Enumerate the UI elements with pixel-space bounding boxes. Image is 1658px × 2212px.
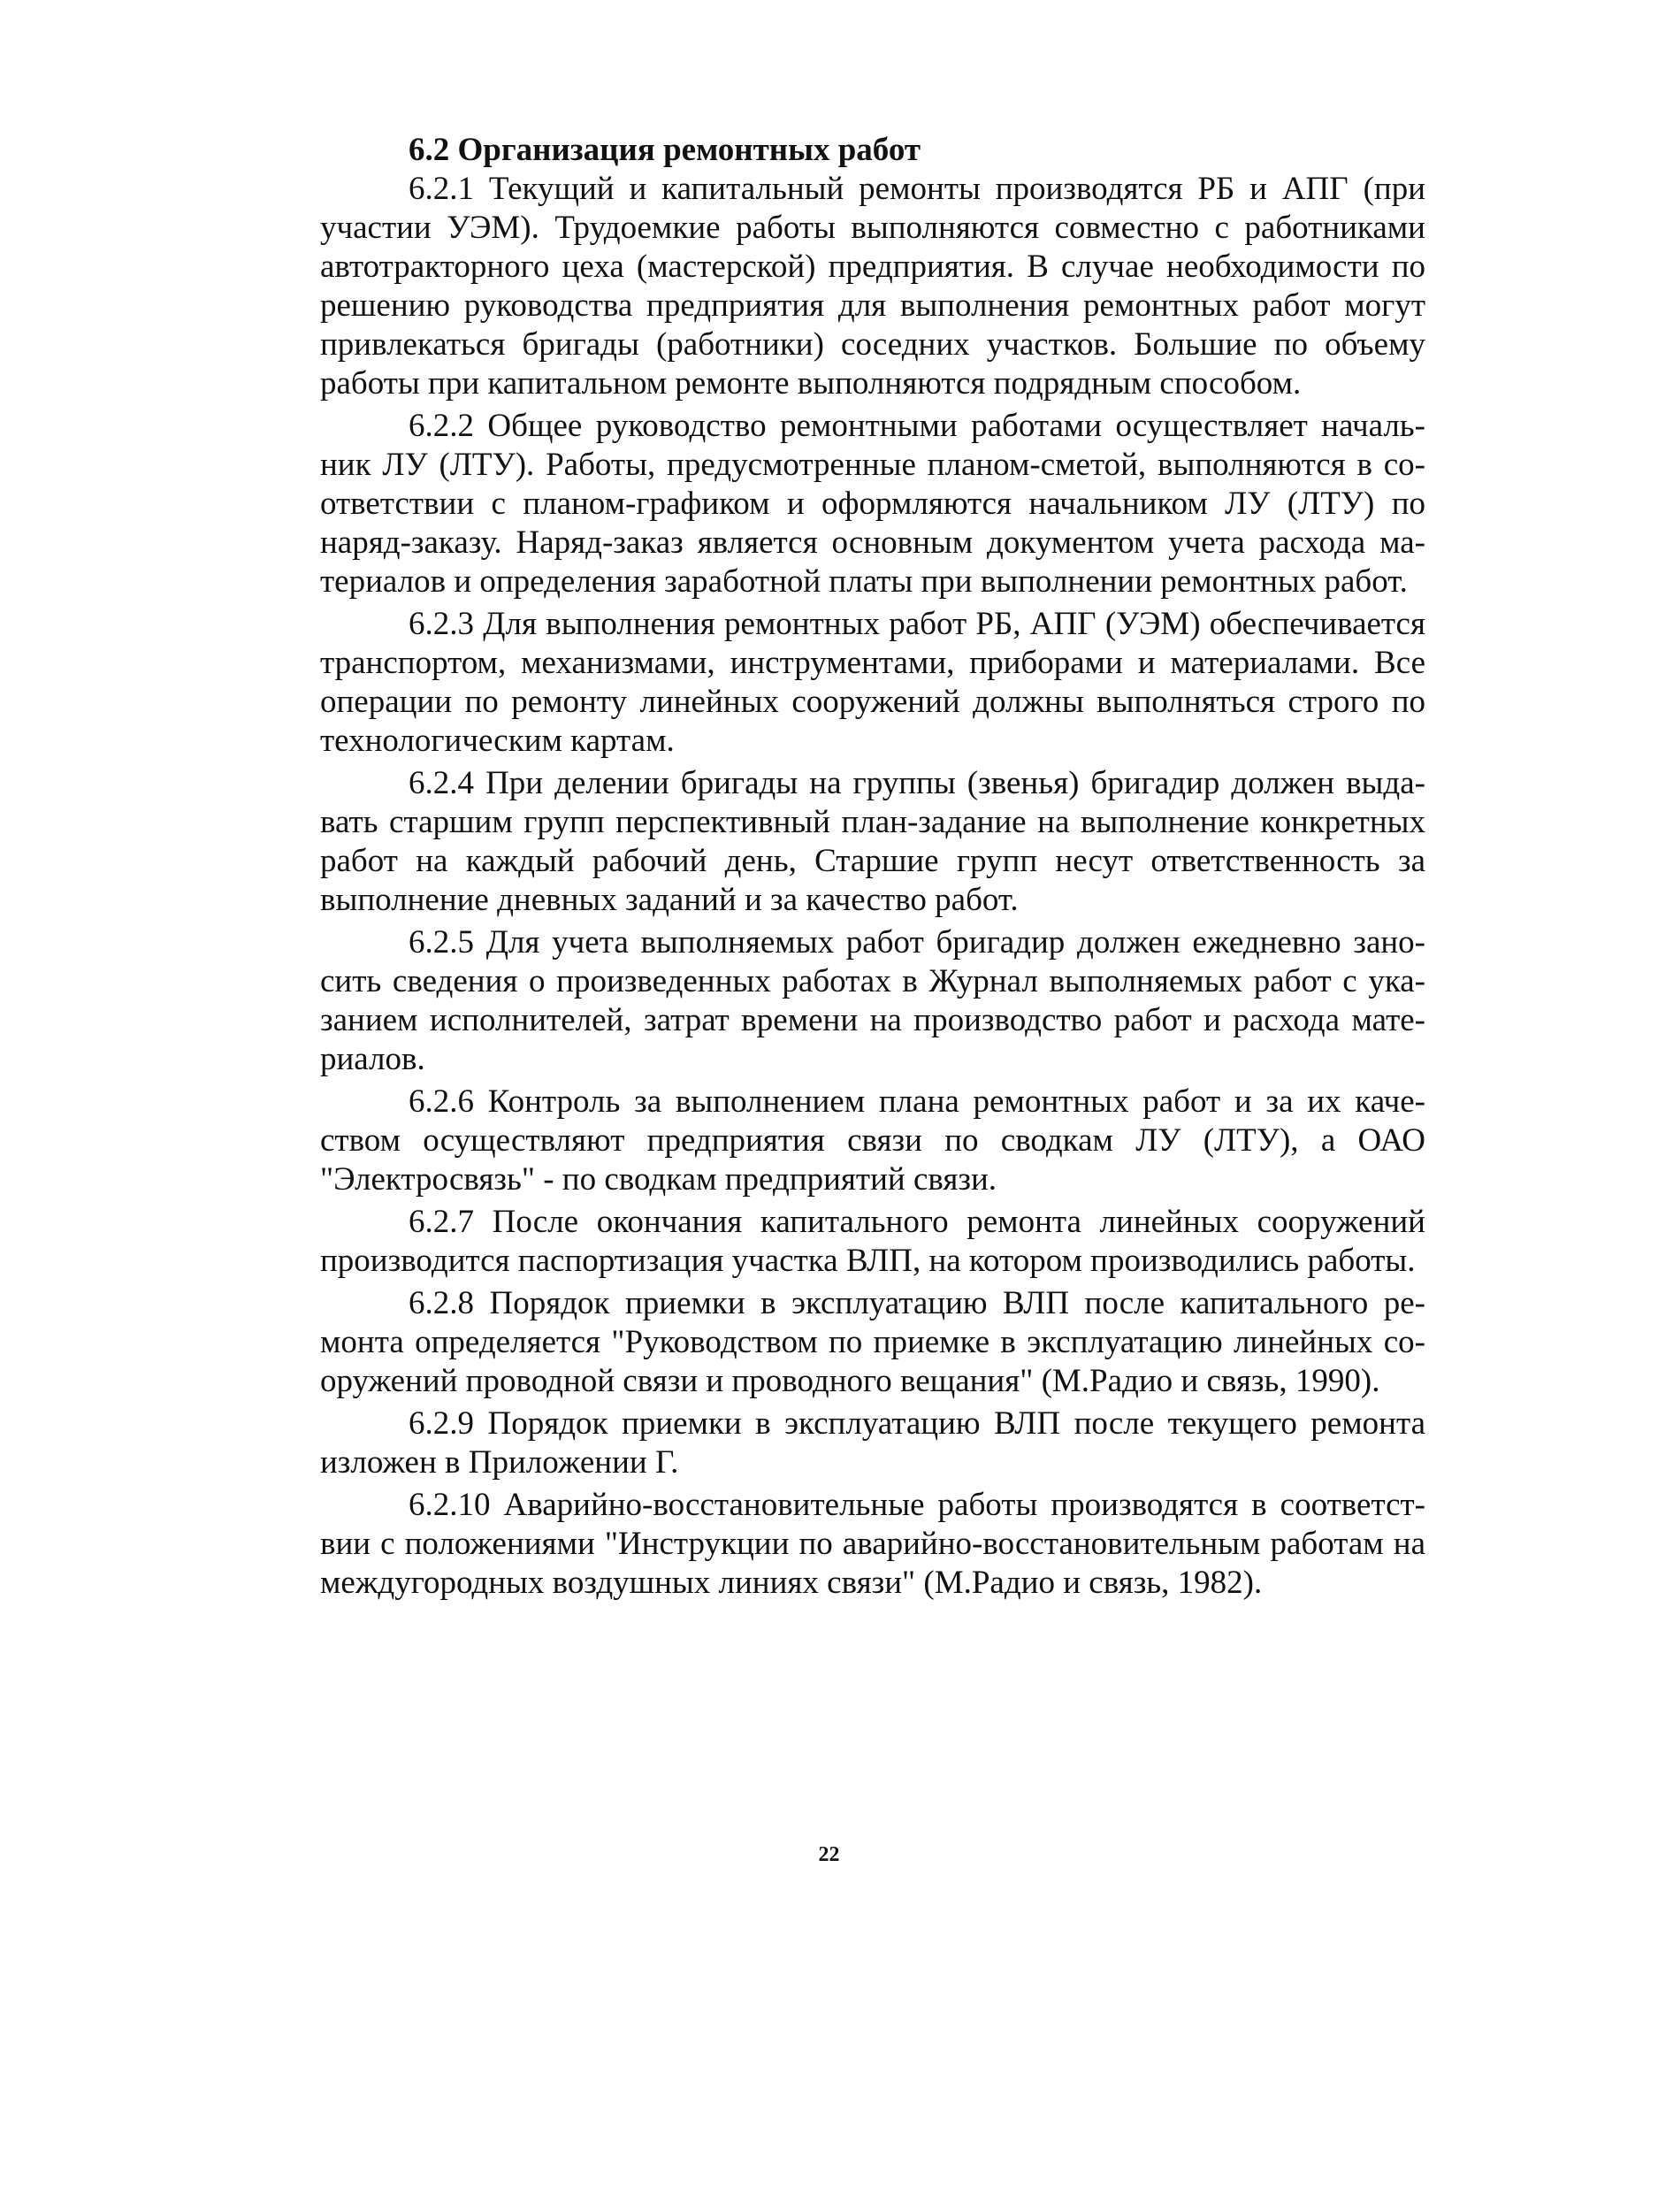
- paragraph-6-2-10: 6.2.10 Аварийно-восстановительные работы производятся в соответствии с положениями "Инструкции по аварийно-восстановительным работам на междугородных воздушных линиях связи" (М.Радио и связь, 1982).: [320, 1487, 1425, 1601]
- paragraph-6-2-7: 6.2.7 После окончания капитального ремонта линейных сооружений производится паспортизация участка ВЛП, на котором производились работы.: [320, 1204, 1425, 1279]
- paragraph-6-2-2: 6.2.2 Общее руководство ремонтными работами осуществляет начальник ЛУ (ЛТУ). Работы, предусмотренные планом-сметой, выполняются в соответствии с планом-графиком и оформляются начальником ЛУ (ЛТУ) по наряд-заказу. Наряд-заказ является основным документом учета расхода материалов и определения заработной платы при выполнении ремонтных работ.: [320, 408, 1425, 600]
- page-body: [320, 131, 1425, 1603]
- section-heading: 6.2 Организация ремонтных работ: [409, 132, 921, 168]
- page-number: 22: [818, 1843, 840, 1866]
- paragraph-6-2-5: 6.2.5 Для учета выполняемых работ бригадир должен ежедневно заносить сведения о произведенных работах в Журнал выполняемых работ с указанием исполнителей, затрат времени на производство работ и расхода материалов.: [320, 924, 1425, 1077]
- paragraph-6-2-3: 6.2.3 Для выполнения ремонтных работ РБ, АПГ (УЭМ) обеспечивается транспортом, механизмами, инструментами, приборами и материалами. Все операции по ремонту линейных сооружений должны выполняться строго по технологическим картам.: [320, 606, 1425, 759]
- paragraph-6-2-4: 6.2.4 При делении бригады на группы (звенья) бригадир должен выдавать старшим групп перспективный план-задание на выполнение конкретных работ на каждый рабочий день, Старшие групп несут ответственность за выполнение дневных заданий и за качество работ.: [320, 765, 1425, 918]
- paragraph-6-2-9: 6.2.9 Порядок приемки в эксплуатацию ВЛП после текущего ремонта изложен в Приложении Г.: [320, 1405, 1425, 1481]
- paragraph-6-2-1: 6.2.1 Текущий и капитальный ремонты производятся РБ и АПГ (при участии УЭМ). Трудоемкие работы выполняются совместно с работниками автотракторного цеха (мастерской) предприятия. В случае необходимости по решению руководства предприятия для выполнения ремонтных работ могут привлекаться бригады (работники) соседних участков. Большие по объему работы при капитальном ремонте выполняются подрядным способом.: [320, 171, 1425, 402]
- paragraph-6-2-8: 6.2.8 Порядок приемки в эксплуатацию ВЛП после капитального ремонта определяется "Руководством по приемке в эксплуатацию линейных сооружений проводной связи и проводного вещания" (М.Радио и связь, 1990).: [320, 1285, 1425, 1399]
- paragraph-6-2-6: 6.2.6 Контроль за выполнением плана ремонтных работ и за их качеством осуществляют предприятия связи по сводкам ЛУ (ЛТУ), а ОАО "Электросвязь" - по сводкам предприятий связи.: [320, 1083, 1425, 1198]
